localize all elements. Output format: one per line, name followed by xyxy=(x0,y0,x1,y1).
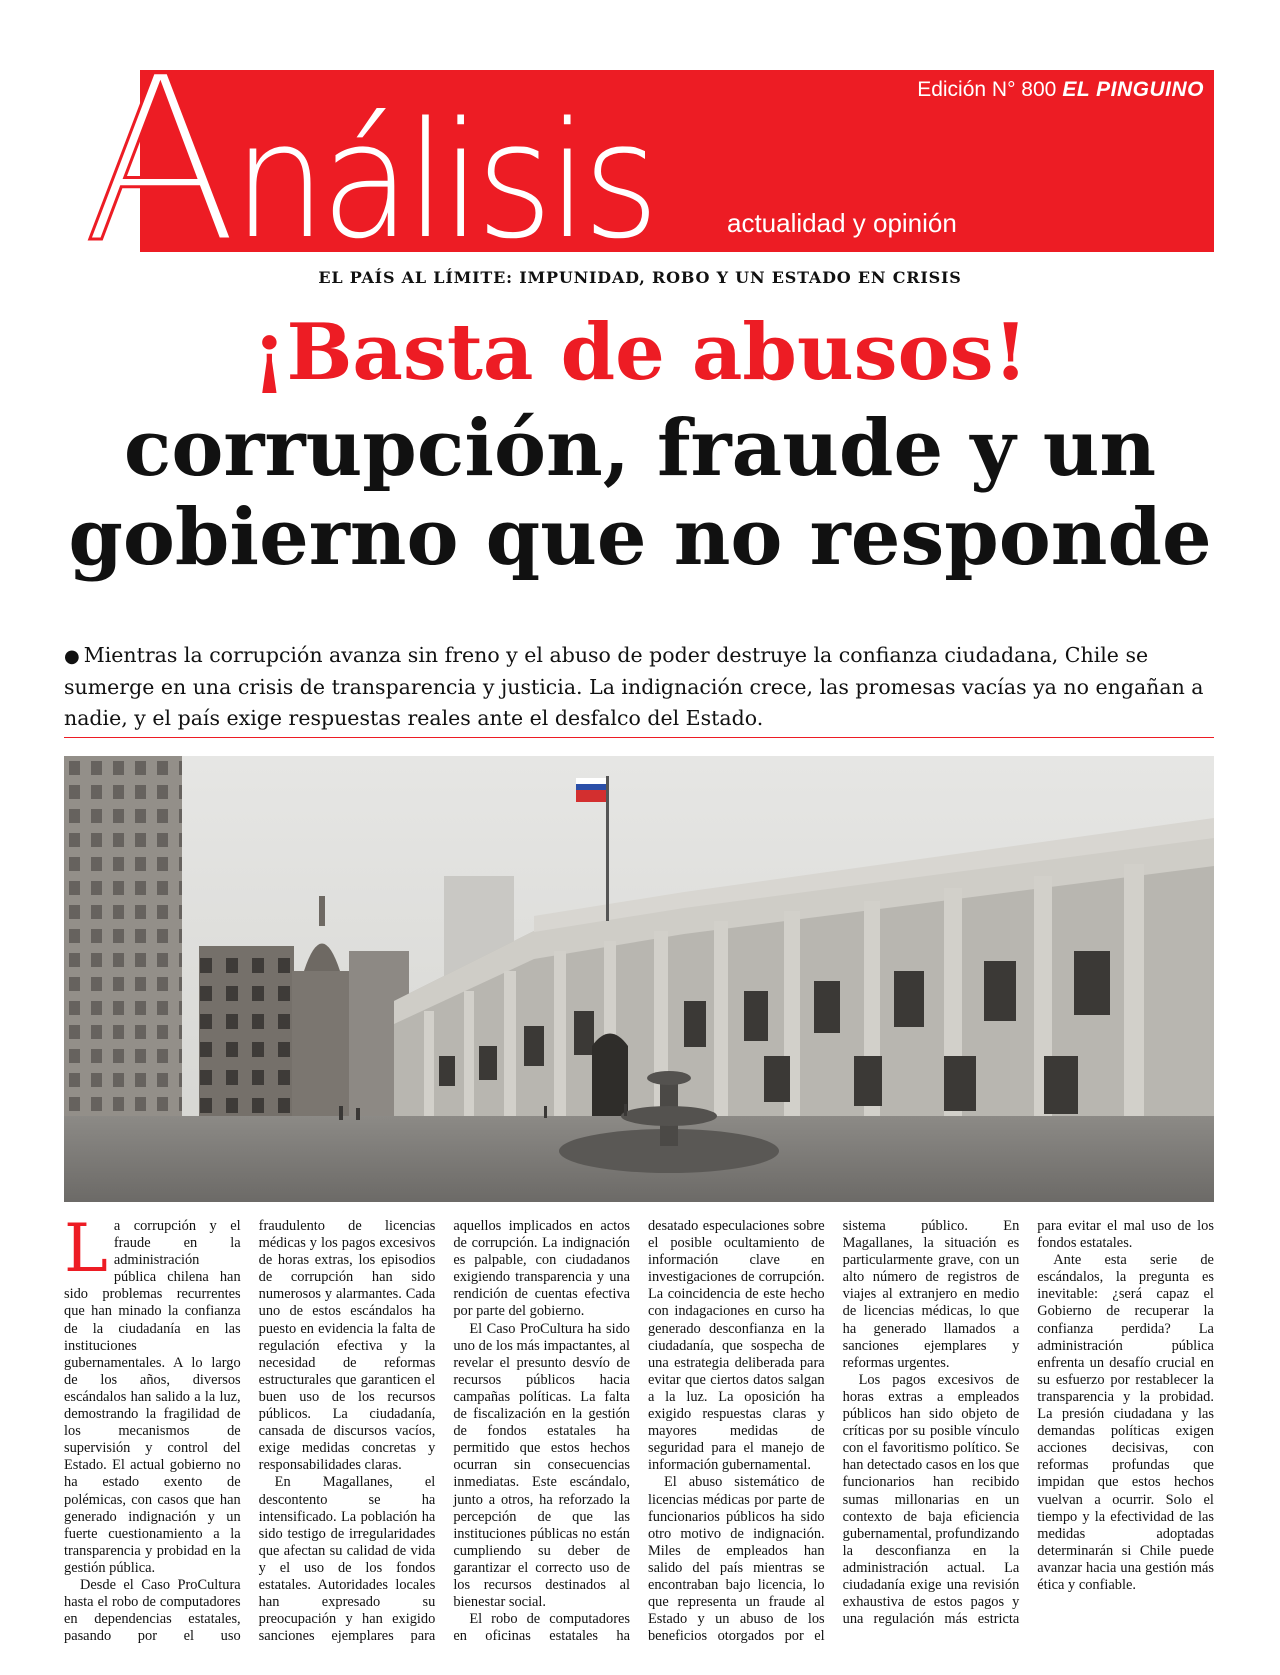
body-paragraph: En Magallanes, el descontento se ha intensificado. La población ha sido testigo de irregularidades que afectan su calidad de vida y el uso de los fondos estatales. Autoridades locales han expresado su preocupación y han exigido sanciones ejemplares para aquellos implicados en actos de corrupción. La indignación es palpable, con ciudadanos exigiendo transparencia y una rendición de cuentas efectiva por parte del gobierno. xyxy=(258,1218,630,1645)
headline-line-2: gobierno que no responde xyxy=(68,491,1212,583)
headline-main xyxy=(0,405,1280,583)
edition-label xyxy=(917,78,1204,102)
body-paragraph: Los pagos excesivos de horas extras a empleados públicos han sido objeto de críticas por su posible vínculo con el favoritismo político. Se han detectado casos en los que funcionarios han recibido sumas millonarias en un contexto de baja eficiencia gubernamental, profundizando la desconfianza en la administración actual. La ciudadanía exige una revisión exhaustiva de estos pagos y una regulación más estricta para evitar el mal uso de los fondos estatales. xyxy=(842,1218,1214,1628)
paragraph-1-text: a corrupción y el fraude en la administración pública chilena han sido problemas recurrentes que han minado la confianza de la ciudadanía en las instituciones gubernamentales. A lo largo de los años, diversos escándalos han salido a la luz, demostrando la fragilidad de los mecanismos de supervisión y control del Estado. El actual gobierno no ha estado exento de polémicas, con casos que han generado indignación y un fuerte cuestionamiento a la transparencia y probidad en la gestión pública. xyxy=(64,1218,241,1576)
body-paragraph: El abuso sistemático de licencias médicas por parte de funcionarios públicos ha sido otro motivo de indignación. Miles de empleados han salido del país mientras se encontraban bajo licencia, lo que representa un fraude al Estado y un abuso de los beneficios otorgados por el sistema público. En Magallanes, la situación es particularmente grave, con un alto número de registros de viajes al extranjero en medio de licencias médicas, lo que ha generado llamados a sanciones ejemplares y reformas urgentes. xyxy=(647,1218,1020,1645)
masthead-initial: A xyxy=(83,27,229,293)
lead-text: Mientras la corrupción avanza sin freno y el abuso de poder destruye la confianza ciudadana, Chile se sumerge en una crisis de transparencia y justicia. La indignación crece, las promesas vacías ya no engañan a nadie, y el país exige respuestas reales ante el desfalco del Estado. xyxy=(64,643,1204,730)
body-paragraph: El Caso ProCultura ha sido uno de los más impactantes, al revelar el presunto desvío de recursos públicos hacia campañas políticas. La falta de fiscalización en la gestión de fondos estatales ha permitido que estos hechos ocurran sin consecuencias inmediatas. Este escándalo, junto a otros, ha reforzado la percepción de que las instituciones públicas no están cumpliendo su deber de garantizar el correcto uso de los recursos destinados al bienestar social. xyxy=(453,1320,630,1611)
palace-illustration xyxy=(64,756,1214,1202)
headline-red: ¡Basta de abusos! xyxy=(252,307,1028,398)
article-body xyxy=(64,1210,1214,1658)
edition-number: Edición N° 800 xyxy=(917,78,1057,101)
body-paragraph: Desde el Caso ProCultura hasta el robo de computadores en dependencias estatales, pasando por el uso fraudulento de licencias médicas y los pagos excesivos de horas extras, los episodios de corrupción han sido numerosos y alarmantes. Cada uno de estos escándalos ha puesto en evidencia la falta de regulación efectiva y la necesidad de reformas estructurales que garanticen el buen uso de los recursos públicos. La ciudadanía, cansada de discursos vacíos, exige medidas concretas y responsabilidades claras. xyxy=(64,1218,436,1645)
headline-line-1: corrupción, fraude y un xyxy=(123,403,1157,494)
lead-bullet-icon: ● xyxy=(64,646,80,667)
masthead-tagline: actualidad y opinión xyxy=(727,208,957,238)
body-paragraph: El robo de computadores en oficinas estatales ha desatado especulaciones sobre el posible ocultamiento de información clave en investigaciones de corrupción. La coincidencia de este hecho con indagaciones en curso ha generado desconfianza en la ciudadanía, que sospecha de una estrategia deliberada para evitar que ciertos datos salgan a la luz. La oposición ha exigido respuestas claras y mayores medidas de seguridad para el manejo de información gubernamental. xyxy=(453,1218,825,1645)
drop-cap: L xyxy=(64,1210,108,1287)
article-kicker: EL PAÍS AL LÍMITE: IMPUNIDAD, ROBO Y UN ESTADO EN CRISIS xyxy=(318,268,962,287)
article-lead xyxy=(64,640,1214,734)
section-divider xyxy=(64,737,1214,738)
body-paragraph-1 xyxy=(64,1210,241,1577)
masthead-word-rest: nálisis xyxy=(233,87,654,274)
palace-photo xyxy=(64,756,1214,1202)
body-paragraph: Ante esta serie de escándalos, la pregunta es inevitable: ¿será capaz el Gobierno de recuperar la confianza perdida? La administración pública enfrenta un desafío crucial en su esfuerzo por restablecer la transparencia y la probidad. La presión ciudadana y las demandas políticas exigen acciones decisivas, con reformas profundas que impidan que estos hechos vuelvan a ocurrir. Solo el tiempo y la efectividad de las medidas adoptadas determinarán si Chile puede avanzar hacia una gestión más ética y confiable. xyxy=(1037,1252,1214,1593)
palace-doorway xyxy=(592,1034,628,1127)
brand-logo: EL PINGUINO xyxy=(1062,78,1204,101)
